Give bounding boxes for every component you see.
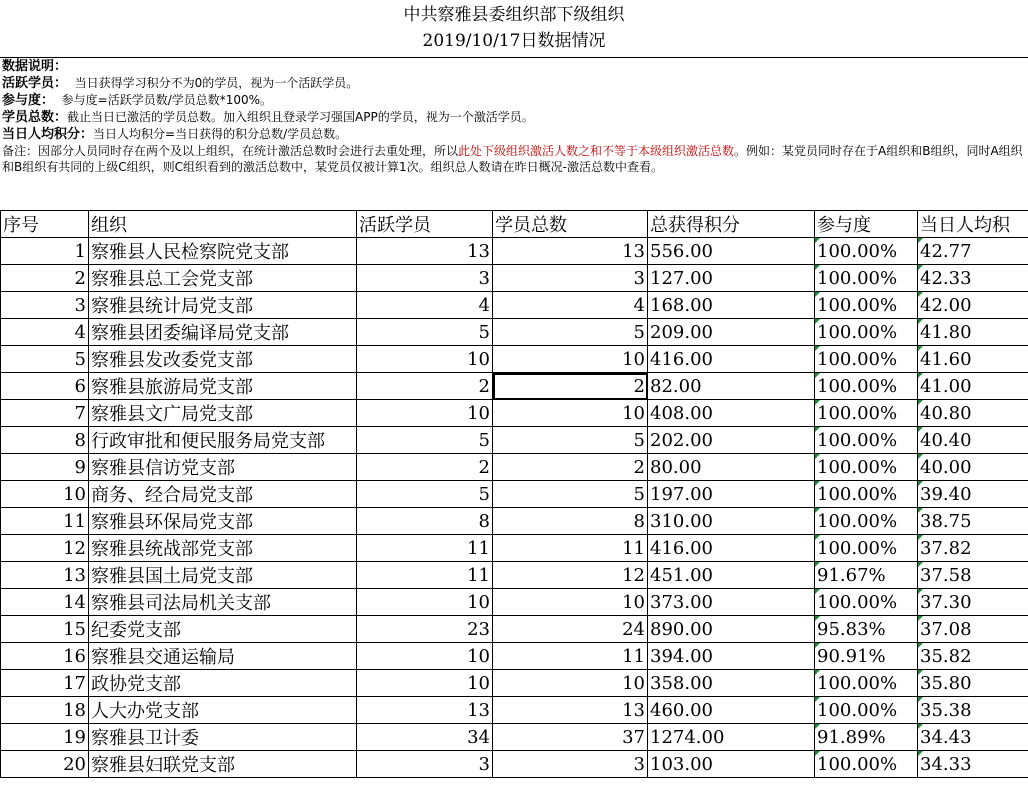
cell-seq[interactable]: 3 — [1, 292, 89, 319]
cell-participation[interactable]: 100.00% — [815, 508, 918, 535]
cell-avg[interactable]: 41.00 — [918, 373, 1028, 400]
cell-org[interactable]: 商务、经合局党支部 — [89, 481, 357, 508]
cell-points[interactable]: 451.00 — [648, 562, 815, 589]
cell-org[interactable]: 政协党支部 — [89, 670, 357, 697]
cell-active[interactable]: 13 — [357, 238, 493, 265]
cell-points[interactable]: 408.00 — [648, 400, 815, 427]
cell-org[interactable]: 察雅县旅游局党支部 — [89, 373, 357, 400]
cell-avg[interactable]: 41.80 — [918, 319, 1028, 346]
cell-avg[interactable]: 39.40 — [918, 481, 1028, 508]
cell-active[interactable]: 5 — [357, 481, 493, 508]
cell-total[interactable]: 4 — [493, 292, 648, 319]
cell-points[interactable]: 416.00 — [648, 346, 815, 373]
cell-participation[interactable]: 91.67% — [815, 562, 918, 589]
cell-total[interactable]: 3 — [493, 265, 648, 292]
cell-participation[interactable]: 100.00% — [815, 751, 918, 778]
cell-total[interactable]: 10 — [493, 589, 648, 616]
cell-points[interactable]: 373.00 — [648, 589, 815, 616]
col-header-participation[interactable]: 参与度 — [815, 211, 918, 238]
cell-participation[interactable]: 100.00% — [815, 589, 918, 616]
active-label: 活跃学员： — [2, 76, 68, 91]
cell-avg[interactable]: 37.08 — [918, 616, 1028, 643]
cell-points[interactable]: 103.00 — [648, 751, 815, 778]
cell-org[interactable]: 察雅县文广局党支部 — [89, 400, 357, 427]
table-row — [1, 265, 1028, 292]
cell-participation[interactable]: 100.00% — [815, 697, 918, 724]
cell-org[interactable]: 察雅县发改委党支部 — [89, 346, 357, 373]
cell-participation[interactable]: 100.00% — [815, 454, 918, 481]
cell-seq[interactable]: 18 — [1, 697, 89, 724]
cell-participation[interactable]: 100.00% — [815, 373, 918, 400]
cell-org[interactable]: 人大办党支部 — [89, 697, 357, 724]
cell-total[interactable]: 13 — [493, 697, 648, 724]
cell-participation[interactable]: 100.00% — [815, 292, 918, 319]
cell-avg[interactable]: 37.82 — [918, 535, 1028, 562]
cell-seq[interactable]: 16 — [1, 643, 89, 670]
col-header-org[interactable]: 组织 — [89, 211, 357, 238]
cell-seq[interactable]: 12 — [1, 535, 89, 562]
cell-active[interactable]: 13 — [357, 697, 493, 724]
remark-prefix: 备注：因部分人员同时存在两个及以上组织，在统计激活总数时会进行去重处理，所以 — [2, 144, 459, 158]
table-row — [1, 589, 1028, 616]
avg-label: 当日人均积分： — [2, 127, 94, 142]
cell-total[interactable]: 2 — [493, 373, 648, 400]
participation-label: 参与度： — [2, 93, 55, 108]
cell-seq[interactable]: 17 — [1, 670, 89, 697]
cell-avg[interactable]: 35.82 — [918, 643, 1028, 670]
cell-total[interactable]: 37 — [493, 724, 648, 751]
cell-org[interactable]: 察雅县人民检察院党支部 — [89, 238, 357, 265]
cell-avg[interactable]: 38.75 — [918, 508, 1028, 535]
table-row — [1, 562, 1028, 589]
cell-org[interactable]: 行政审批和便民服务局党支部 — [89, 427, 357, 454]
cell-points[interactable]: 556.00 — [648, 238, 815, 265]
data-notes[interactable] — [2, 58, 1024, 175]
table-row — [1, 697, 1028, 724]
table-row — [1, 346, 1028, 373]
cell-active[interactable]: 23 — [357, 616, 493, 643]
cell-points[interactable]: 168.00 — [648, 292, 815, 319]
cell-points[interactable]: 82.00 — [648, 373, 815, 400]
cell-participation[interactable]: 100.00% — [815, 400, 918, 427]
cell-seq[interactable]: 14 — [1, 589, 89, 616]
cell-seq[interactable]: 6 — [1, 373, 89, 400]
cell-avg[interactable]: 37.30 — [918, 589, 1028, 616]
cell-active[interactable]: 5 — [357, 319, 493, 346]
cell-points[interactable]: 460.00 — [648, 697, 815, 724]
cell-total[interactable]: 8 — [493, 508, 648, 535]
cell-org[interactable]: 察雅县卫计委 — [89, 724, 357, 751]
cell-org[interactable]: 察雅县司法局机关支部 — [89, 589, 357, 616]
cell-seq[interactable]: 5 — [1, 346, 89, 373]
cell-participation[interactable]: 100.00% — [815, 535, 918, 562]
cell-total[interactable]: 2 — [493, 454, 648, 481]
cell-active[interactable]: 10 — [357, 589, 493, 616]
table-row — [1, 454, 1028, 481]
participation-text: 参与度=活跃学员数/学员总数*100%。 — [61, 93, 273, 107]
org-data-table — [0, 210, 1028, 778]
cell-participation[interactable]: 95.83% — [815, 616, 918, 643]
cell-org[interactable]: 察雅县总工会党支部 — [89, 265, 357, 292]
cell-org[interactable]: 察雅县妇联党支部 — [89, 751, 357, 778]
col-header-seq[interactable]: 序号 — [1, 211, 89, 238]
cell-org[interactable]: 察雅县国土局党支部 — [89, 562, 357, 589]
cell-avg[interactable]: 35.38 — [918, 697, 1028, 724]
cell-org[interactable]: 察雅县信访党支部 — [89, 454, 357, 481]
table-row — [1, 724, 1028, 751]
cell-avg[interactable]: 41.60 — [918, 346, 1028, 373]
cell-active[interactable]: 10 — [357, 643, 493, 670]
cell-avg[interactable]: 34.43 — [918, 724, 1028, 751]
col-header-active[interactable]: 活跃学员 — [357, 211, 493, 238]
cell-participation[interactable]: 100.00% — [815, 346, 918, 373]
cell-active[interactable]: 10 — [357, 346, 493, 373]
cell-points[interactable]: 416.00 — [648, 535, 815, 562]
cell-seq[interactable]: 4 — [1, 319, 89, 346]
table-row — [1, 508, 1028, 535]
cell-participation[interactable]: 100.00% — [815, 238, 918, 265]
sheet-title: 中共察雅县委组织部下级组织 — [403, 5, 625, 25]
cell-seq[interactable]: 13 — [1, 562, 89, 589]
cell-total[interactable]: 24 — [493, 616, 648, 643]
cell-org[interactable]: 察雅县交通运输局 — [89, 643, 357, 670]
cell-avg[interactable]: 42.77 — [918, 238, 1028, 265]
table-row — [1, 643, 1028, 670]
cell-avg[interactable]: 34.33 — [918, 751, 1028, 778]
cell-total[interactable]: 3 — [493, 751, 648, 778]
cell-active[interactable]: 34 — [357, 724, 493, 751]
cell-points[interactable]: 209.00 — [648, 319, 815, 346]
cell-active[interactable]: 10 — [357, 670, 493, 697]
cell-active[interactable]: 5 — [357, 427, 493, 454]
cell-avg[interactable]: 35.80 — [918, 670, 1028, 697]
cell-active[interactable]: 3 — [357, 265, 493, 292]
cell-seq[interactable]: 10 — [1, 481, 89, 508]
sheet-subtitle: 2019/10/17日数据情况 — [422, 31, 606, 51]
cell-avg[interactable]: 37.58 — [918, 562, 1028, 589]
cell-participation[interactable]: 100.00% — [815, 481, 918, 508]
cell-active[interactable]: 11 — [357, 562, 493, 589]
cell-active[interactable]: 2 — [357, 454, 493, 481]
cell-org[interactable]: 察雅县团委编译局党支部 — [89, 319, 357, 346]
col-header-total[interactable]: 学员总数 — [493, 211, 648, 238]
table-row — [1, 616, 1028, 643]
cell-total[interactable]: 10 — [493, 400, 648, 427]
cell-active[interactable]: 3 — [357, 751, 493, 778]
cell-participation[interactable]: 100.00% — [815, 319, 918, 346]
cell-participation[interactable]: 100.00% — [815, 427, 918, 454]
cell-total[interactable]: 12 — [493, 562, 648, 589]
table-row — [1, 238, 1028, 265]
table-row — [1, 751, 1028, 778]
table-row — [1, 427, 1028, 454]
cell-points[interactable]: 358.00 — [648, 670, 815, 697]
cell-total[interactable]: 11 — [493, 535, 648, 562]
notes-heading: 数据说明： — [2, 59, 68, 74]
cell-org[interactable]: 察雅县统计局党支部 — [89, 292, 357, 319]
cell-total[interactable]: 5 — [493, 427, 648, 454]
cell-seq[interactable]: 9 — [1, 454, 89, 481]
cell-points[interactable]: 310.00 — [648, 508, 815, 535]
table-row — [1, 292, 1028, 319]
cell-active[interactable]: 4 — [357, 292, 493, 319]
table-row — [1, 373, 1028, 400]
cell-active[interactable]: 11 — [357, 535, 493, 562]
cell-points[interactable]: 1274.00 — [648, 724, 815, 751]
cell-total[interactable]: 5 — [493, 319, 648, 346]
cell-points[interactable]: 890.00 — [648, 616, 815, 643]
cell-active[interactable]: 8 — [357, 508, 493, 535]
cell-participation[interactable]: 90.91% — [815, 643, 918, 670]
table-row — [1, 400, 1028, 427]
cell-total[interactable]: 10 — [493, 670, 648, 697]
avg-text: 当日人均积分=当日获得的积分总数/学员总数。 — [93, 127, 348, 141]
cell-points[interactable]: 127.00 — [648, 265, 815, 292]
cell-participation[interactable]: 100.00% — [815, 265, 918, 292]
cell-seq[interactable]: 2 — [1, 265, 89, 292]
table-row — [1, 319, 1028, 346]
table-row — [1, 670, 1028, 697]
active-text: 当日获得学习积分不为0的学员，视为一个活跃学员。 — [74, 76, 359, 90]
cell-org[interactable]: 纪委党支部 — [89, 616, 357, 643]
cell-total[interactable]: 11 — [493, 643, 648, 670]
cell-participation[interactable]: 100.00% — [815, 670, 918, 697]
cell-avg[interactable]: 40.40 — [918, 427, 1028, 454]
cell-org[interactable]: 察雅县环保局党支部 — [89, 508, 357, 535]
cell-active[interactable]: 2 — [357, 373, 493, 400]
header-row — [1, 211, 1028, 238]
remark-highlight: 此处下级组织激活人数之和不等于本级组织激活总数 — [458, 144, 735, 158]
cell-avg[interactable]: 42.33 — [918, 265, 1028, 292]
cell-avg[interactable]: 42.00 — [918, 292, 1028, 319]
cell-total[interactable]: 13 — [493, 238, 648, 265]
cell-avg[interactable]: 40.00 — [918, 454, 1028, 481]
table-row — [1, 535, 1028, 562]
cell-avg[interactable]: 40.80 — [918, 400, 1028, 427]
total-label: 学员总数： — [2, 110, 68, 125]
cell-active[interactable]: 10 — [357, 400, 493, 427]
cell-seq[interactable]: 15 — [1, 616, 89, 643]
cell-seq[interactable]: 19 — [1, 724, 89, 751]
cell-seq[interactable]: 8 — [1, 427, 89, 454]
cell-points[interactable]: 202.00 — [648, 427, 815, 454]
cell-seq[interactable]: 20 — [1, 751, 89, 778]
total-text: 截止当日已激活的学员总数。加入组织且登录学习强国APP的学员，视为一个激活学员。 — [67, 110, 534, 124]
cell-points[interactable]: 197.00 — [648, 481, 815, 508]
cell-points[interactable]: 80.00 — [648, 454, 815, 481]
cell-total[interactable]: 5 — [493, 481, 648, 508]
remark-suffix: 。例如：某党员同时存在于A组织和B组织，同时A组织和B组织有共同的上级C组织，则C组织看到的激活总数中，某党员仅被计算1次。组织总人数请在昨日概况-激活总数中查看。 — [2, 144, 1023, 174]
col-header-points[interactable]: 总获得积分 — [648, 211, 815, 238]
cell-org[interactable]: 察雅县统战部党支部 — [89, 535, 357, 562]
cell-total[interactable]: 10 — [493, 346, 648, 373]
cell-participation[interactable]: 91.89% — [815, 724, 918, 751]
col-header-avg[interactable]: 当日人均积 — [918, 211, 1028, 238]
cell-seq[interactable]: 1 — [1, 238, 89, 265]
table-row — [1, 481, 1028, 508]
cell-seq[interactable]: 7 — [1, 400, 89, 427]
cell-points[interactable]: 394.00 — [648, 643, 815, 670]
cell-seq[interactable]: 11 — [1, 508, 89, 535]
